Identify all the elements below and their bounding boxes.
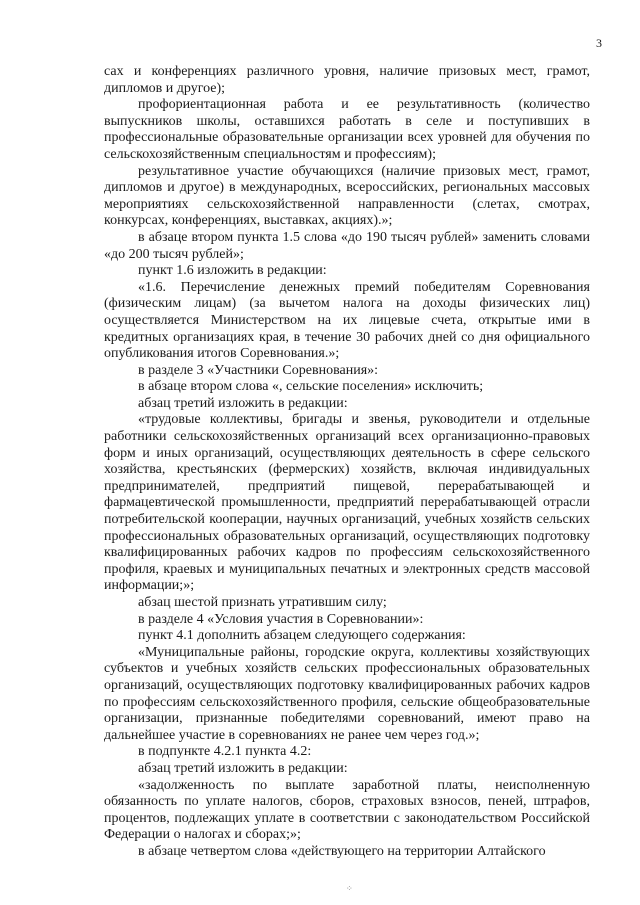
paragraph: профориентационная работа и ее результативность (количество выпускников школы, оставшихся работать в селе и поступивших в профессиональные образовательные организации всех уровней для обучения по сельскохозяйственным специальностям и профессиям); xyxy=(104,97,590,162)
paragraph: в подпункте 4.2.1 пункта 4.2: xyxy=(138,744,312,760)
paragraph: «задолженность по выплате заработной платы, неисполненную обязанность по уплате налогов, сборов, страховых взносов, пеней, штрафов, процентов, подлежащих уплате в соответствии с законодательством Российской Федерации о налогах и сборах;»; xyxy=(104,777,590,843)
paragraph: в абзаце втором слова «, сельские поселения» исключить; xyxy=(138,379,484,395)
paragraph: в разделе 3 «Участники Соревнования»: xyxy=(138,362,379,378)
paragraph: «1.6. Перечисление денежных премий победителям Соревнования (физическим лицам) (за вычетом налога на доходы физических лиц) осуществляется Министерством на их лицевые счета, открытые ими в кредитных организациях края, в течение 30 рабочих дней со дня официального опубликования итогов Соревнования.»; xyxy=(104,279,590,362)
paragraph: абзац третий изложить в редакции: xyxy=(138,395,348,411)
paragraph: «Муниципальные районы, городские округа, коллективы хозяйствующих субъектов и учебных хозяйств сельских профессиональных образовательных организаций, осуществляющих подготовку квалифицированных рабочих кадров по профессиям сельскохозяйственного профиля, сельские общеобразовательные организации, признанные победителями соревнований, имеют право на дальнейшее участие в соревнованиях не ранее чем через год.»; xyxy=(104,644,590,743)
paragraph: пункт 4.1 дополнить абзацем следующего содержания: xyxy=(138,628,466,644)
paragraph: в абзаце втором пункта 1.5 слова «до 190 тысяч рублей» заменить словами «до 200 тысяч рублей»; xyxy=(104,229,590,262)
paragraph: в разделе 4 «Условия участия в Соревновании»: xyxy=(138,611,424,627)
paragraph-continuation: сах и конференциях различного уровня, наличие призовых мест, грамот, дипломов и другое); xyxy=(104,64,590,96)
paragraph: «трудовые коллективы, бригады и звенья, руководители и отдельные работники сельскохозяйственных организаций всех организационно-правовых форм и иных организаций, осуществляющих деятельность в сфере сельского хозяйства, крестьянских (фермерских) хозяйств, включая индивидуальных предпринимателей, предприятий пищевой, перерабатывающей и фармацевтической промышленности, предприятий перерабатывающей отрасли потребительской кооперации, научных организаций, учебных хозяйств сельских профессиональных образовательных организаций, осуществляющих подготовку квалифицированных рабочих кадров по профессиям сельскохозяйственного профиля, краевых и муниципальных печатных и электронных средств массовой информации;»; xyxy=(104,412,590,594)
scan-speck-decoration: ⁘ xyxy=(346,884,353,893)
paragraph: в абзаце четвертом слова «действующего на территории Алтайского xyxy=(138,843,546,859)
paragraph: абзац шестой признать утратившим силу; xyxy=(138,595,387,610)
page-number: 3 xyxy=(596,36,602,50)
document-body xyxy=(104,64,590,861)
paragraph: пункт 1.6 изложить в редакции: xyxy=(138,263,327,279)
paragraph: результативное участие обучающихся (наличие призовых мест, грамот, дипломов и другое) в международных, всероссийских, региональных массовых мероприятиях сельскохозяйственной направленности (слетах, смотрах, конкурсах, конференциях, выставках, акциях).»; xyxy=(104,163,590,229)
paragraph: абзац третий изложить в редакции: xyxy=(138,760,348,776)
